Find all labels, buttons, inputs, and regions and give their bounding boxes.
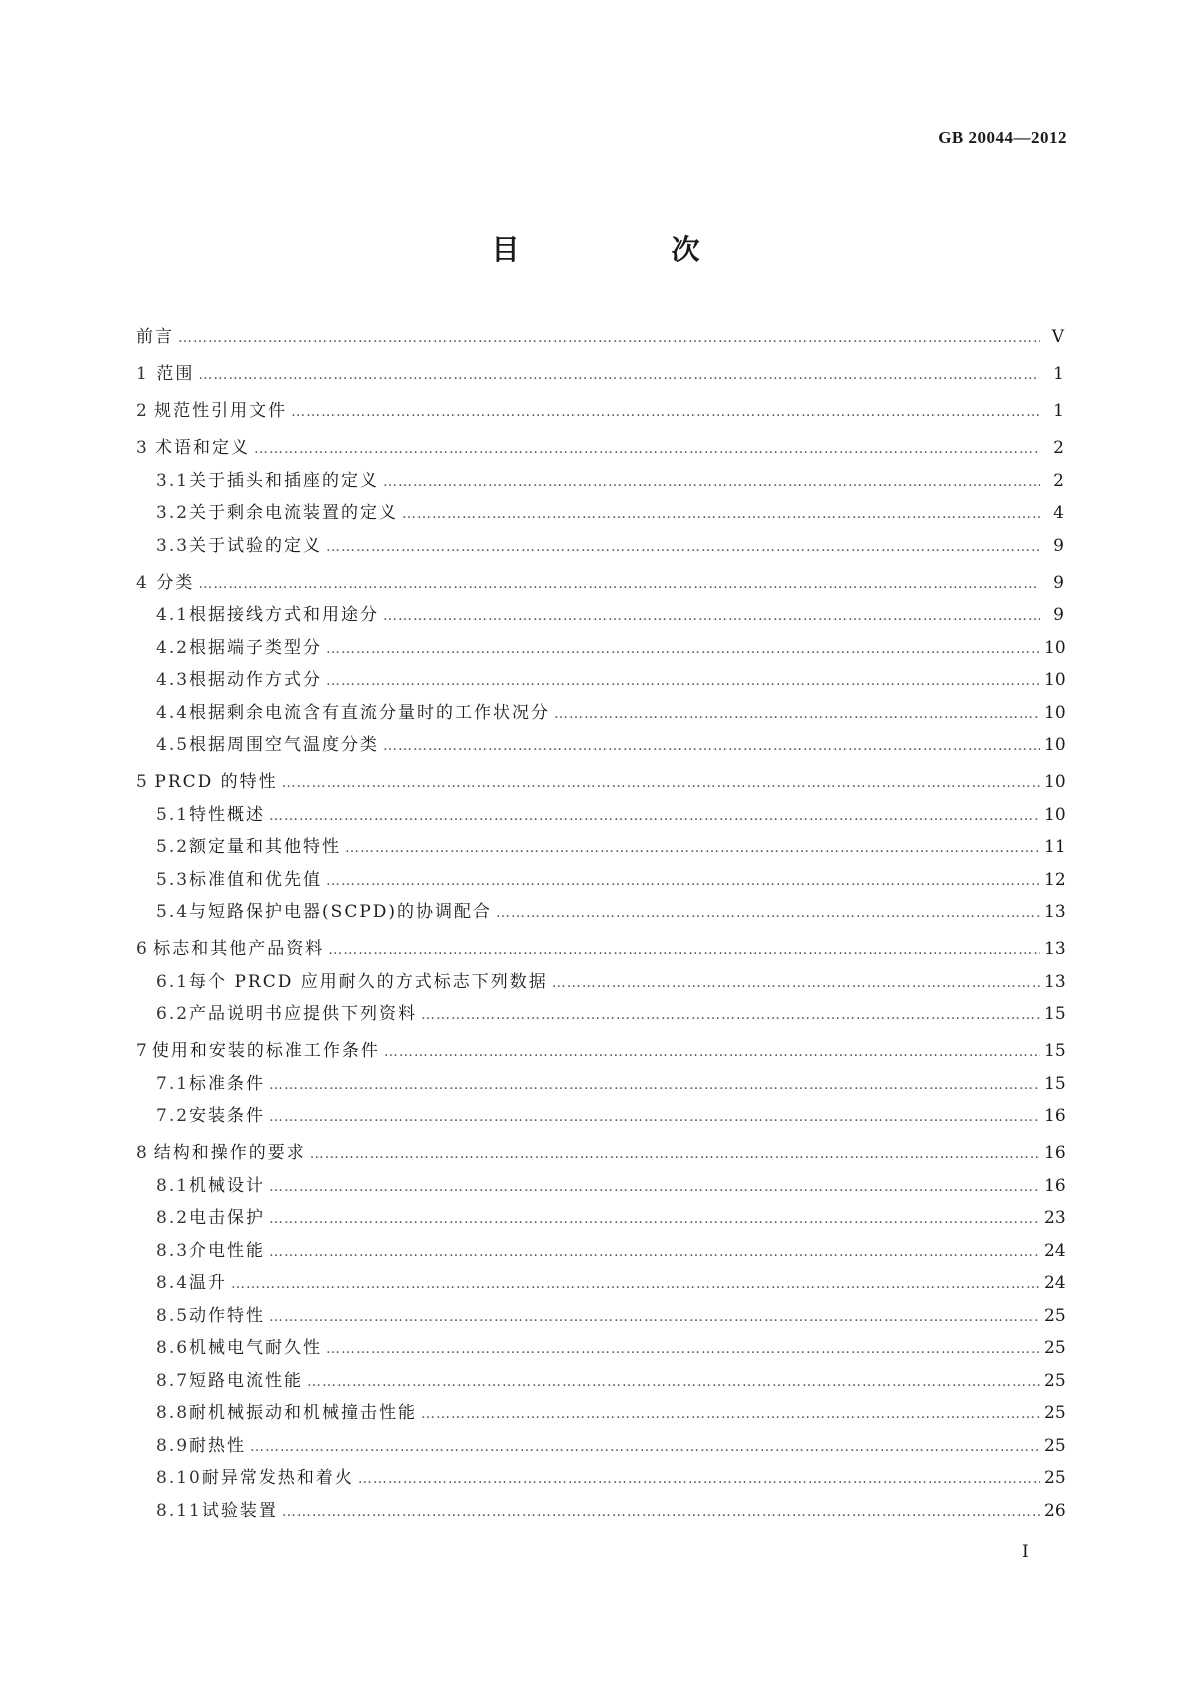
toc-entry-page: 15 — [1044, 1041, 1066, 1061]
toc-subentry[interactable] — [136, 702, 1064, 725]
toc-entry-page: 25 — [1044, 1403, 1066, 1423]
toc-entry-page: 1 — [1053, 364, 1064, 384]
toc-entry-page: 10 — [1044, 735, 1066, 755]
toc-entry-label: 标志和其他产品资料 — [153, 939, 325, 959]
toc-entry-number: 8.2 — [156, 1208, 190, 1228]
toc-entry-page: 15 — [1044, 1004, 1066, 1024]
toc-entry-page: 16 — [1044, 1143, 1066, 1163]
toc-entry-number: 4.1 — [156, 605, 190, 625]
dot-leader — [250, 1436, 1040, 1458]
dot-leader — [554, 703, 1040, 725]
dot-leader — [421, 1004, 1040, 1026]
toc-entry-label: 额定量和其他特性 — [189, 837, 342, 857]
toc-entry-number: 8.9 — [156, 1435, 190, 1456]
toc-entry-number: 8.6 — [156, 1338, 190, 1358]
dot-leader — [231, 1273, 1040, 1295]
toc-entry[interactable] — [136, 938, 1064, 961]
toc-entry-label: 关于插头和插座的定义 — [189, 470, 380, 491]
table-of-contents — [136, 326, 1064, 1523]
toc-entry-label: 根据动作方式分 — [189, 670, 323, 690]
toc-entry-page: 25 — [1044, 1435, 1066, 1456]
toc-entry-label: 根据端子类型分 — [189, 637, 323, 658]
dot-leader — [269, 1106, 1040, 1128]
toc-entry-page: 13 — [1044, 939, 1066, 959]
dot-leader — [282, 772, 1040, 794]
toc-subentry[interactable] — [136, 1337, 1064, 1360]
toc-entry-label: 使用和安装的标准工作条件 — [151, 1041, 380, 1061]
toc-subentry[interactable] — [136, 836, 1064, 859]
toc-entry[interactable] — [136, 771, 1064, 794]
toc-entry-label: 短路电流性能 — [189, 1370, 304, 1391]
toc-entry-page: 24 — [1044, 1240, 1066, 1261]
toc-subentry[interactable] — [136, 1003, 1064, 1026]
toc-subentry[interactable] — [136, 1175, 1064, 1198]
dot-leader — [269, 1306, 1040, 1328]
toc-entry-number: 4.5 — [156, 735, 190, 755]
standard-code: GB 20044—2012 — [938, 128, 1067, 147]
toc-subentry[interactable] — [136, 1272, 1064, 1295]
toc-entry-number: 5 — [136, 772, 149, 792]
dot-leader — [328, 939, 1040, 961]
toc-subentry[interactable] — [136, 1370, 1064, 1393]
toc-subentry[interactable] — [136, 1305, 1064, 1328]
dot-leader — [421, 1403, 1040, 1425]
toc-entry-page: 25 — [1044, 1468, 1066, 1488]
toc-entry-page: 10 — [1044, 772, 1066, 792]
dot-leader — [358, 1468, 1040, 1490]
toc-entry-page: 9 — [1053, 535, 1064, 556]
toc-entry-page: 26 — [1044, 1500, 1066, 1521]
toc-subentry[interactable] — [136, 1207, 1064, 1230]
dot-leader — [307, 1371, 1040, 1393]
toc-entry-page: 11 — [1044, 837, 1066, 857]
toc-entry-label: 介电性能 — [189, 1240, 266, 1261]
toc-entry[interactable] — [136, 400, 1064, 423]
page-number: Ⅰ — [1022, 1542, 1029, 1562]
toc-entry-label: 根据接线方式和用途分 — [189, 605, 380, 625]
toc-entry-number: 3 — [136, 438, 149, 458]
toc-entry-number: 8 — [136, 1143, 149, 1163]
dot-leader — [326, 670, 1040, 692]
dot-leader — [345, 837, 1040, 859]
toc-entry-number: 7.1 — [156, 1073, 190, 1094]
toc-entry-page: 4 — [1053, 503, 1064, 523]
dot-leader — [326, 870, 1040, 892]
toc-entry-number: 8.7 — [156, 1370, 190, 1391]
toc-subentry[interactable] — [136, 1073, 1064, 1096]
dot-leader — [310, 1143, 1040, 1165]
toc-entry-label: 机械电气耐久性 — [189, 1338, 323, 1358]
toc-subentry[interactable] — [136, 637, 1064, 660]
toc-entry-number: 2 — [136, 401, 149, 421]
dot-leader — [254, 438, 1040, 460]
toc-entry-label: 关于剩余电流装置的定义 — [189, 503, 399, 523]
dot-leader — [383, 735, 1040, 757]
toc-entry-label: 范围 — [156, 364, 195, 384]
toc-entry-page: 16 — [1044, 1175, 1066, 1196]
toc-entry-page: 10 — [1044, 804, 1066, 825]
toc-entry-label: 安装条件 — [189, 1106, 266, 1126]
toc-entry-page: Ⅴ — [1051, 327, 1064, 347]
toc-entry-label: 特性概述 — [189, 804, 266, 825]
toc-entry-label: 标准值和优先值 — [189, 869, 323, 890]
dot-leader — [282, 1501, 1040, 1523]
toc-subentry[interactable] — [136, 1240, 1064, 1263]
toc-subentry[interactable] — [136, 470, 1064, 493]
dot-leader — [198, 573, 1040, 595]
toc-entry-number: 6 — [136, 939, 149, 959]
toc-entry[interactable] — [136, 326, 1064, 349]
toc-entry-page: 15 — [1044, 1073, 1066, 1094]
dot-leader — [291, 401, 1040, 423]
toc-entry-number: 4.3 — [156, 670, 190, 690]
toc-entry-label: 与短路保护电器(SCPD)的协调配合 — [189, 902, 493, 922]
toc-entry-number: 7.2 — [156, 1106, 190, 1126]
toc-entry[interactable] — [136, 437, 1064, 460]
dot-leader — [269, 1241, 1040, 1263]
toc-entry-number: 5.1 — [156, 804, 190, 825]
dot-leader — [552, 972, 1040, 994]
toc-entry-number: 8.11 — [156, 1500, 202, 1521]
toc-entry-number: 5.4 — [156, 902, 190, 922]
toc-entry-page: 24 — [1044, 1273, 1066, 1293]
toc-entry-label: PRCD 的特性 — [154, 772, 278, 792]
toc-entry-number: 4.4 — [156, 702, 190, 723]
toc-entry-page: 16 — [1044, 1106, 1066, 1126]
toc-entry-label: 标准条件 — [189, 1073, 266, 1094]
dot-leader — [384, 1041, 1040, 1063]
toc-entry-label: 关于试验的定义 — [189, 535, 323, 556]
toc-entry-number: 4.2 — [156, 637, 190, 658]
toc-entry-number: 8.4 — [156, 1273, 190, 1293]
toc-entry-label: 每个 PRCD 应用耐久的方式标志下列数据 — [189, 971, 548, 992]
dot-leader — [269, 1208, 1040, 1230]
toc-entry-label: 机械设计 — [189, 1175, 266, 1196]
toc-subentry[interactable] — [136, 901, 1064, 924]
toc-entry-label: 耐机械振动和机械撞击性能 — [189, 1403, 418, 1423]
toc-entry-page: 2 — [1053, 438, 1064, 458]
toc-entry[interactable] — [136, 1142, 1064, 1165]
toc-entry-number: 6.2 — [156, 1004, 190, 1024]
toc-entry-number: 5.2 — [156, 837, 190, 857]
toc-entry-label: 动作特性 — [189, 1305, 266, 1326]
toc-subentry[interactable] — [136, 804, 1064, 827]
dot-leader — [178, 327, 1040, 349]
toc-entry-label: 分类 — [156, 572, 195, 593]
toc-entry-page: 25 — [1044, 1338, 1066, 1358]
toc-subentry[interactable] — [136, 604, 1064, 627]
toc-entry-page: 13 — [1044, 902, 1066, 922]
dot-leader — [402, 503, 1040, 525]
toc-entry-number: 5.3 — [156, 869, 190, 890]
toc-entry-label: 术语和定义 — [155, 438, 251, 458]
toc-entry-page: 25 — [1044, 1305, 1066, 1326]
toc-subentry[interactable] — [136, 1467, 1064, 1490]
toc-entry-label: 结构和操作的要求 — [153, 1143, 306, 1163]
toc-entry-number: 8.8 — [156, 1403, 190, 1423]
toc-entry-label: 试验装置 — [201, 1500, 278, 1521]
toc-entry-number: 3.1 — [156, 470, 190, 491]
toc-entry-label: 产品说明书应提供下列资料 — [189, 1004, 418, 1024]
toc-entry-number: 7 — [136, 1041, 149, 1061]
toc-entry[interactable] — [136, 572, 1064, 595]
toc-subentry[interactable] — [136, 1105, 1064, 1128]
toc-entry-number: 8.10 — [156, 1468, 202, 1488]
dot-leader — [326, 638, 1040, 660]
toc-entry[interactable] — [136, 363, 1064, 386]
toc-subentry[interactable] — [136, 869, 1064, 892]
toc-entry-number: 8.5 — [156, 1305, 190, 1326]
page-title: 目 次 — [491, 233, 762, 266]
toc-entry-label: 规范性引用文件 — [154, 401, 288, 421]
toc-entry-page: 25 — [1044, 1370, 1066, 1391]
dot-leader — [383, 471, 1040, 493]
dot-leader — [326, 536, 1040, 558]
dot-leader — [326, 1338, 1040, 1360]
toc-entry-label: 根据周围空气温度分类 — [189, 735, 380, 755]
toc-entry-label: 温升 — [189, 1273, 228, 1293]
toc-entry-page: 10 — [1044, 670, 1066, 690]
dot-leader — [269, 1176, 1040, 1198]
toc-entry-page: 13 — [1044, 971, 1066, 992]
toc-entry-page: 10 — [1044, 637, 1066, 658]
toc-entry-number: 8.1 — [156, 1175, 190, 1196]
toc-entry-label: 前言 — [136, 327, 174, 347]
toc-entry-label: 电击保护 — [189, 1208, 266, 1228]
toc-entry-number: 3.2 — [156, 503, 190, 523]
toc-subentry[interactable] — [136, 1435, 1064, 1458]
dot-leader — [269, 1074, 1040, 1096]
toc-entry-page: 10 — [1044, 702, 1066, 723]
toc-subentry[interactable] — [136, 535, 1064, 558]
toc-entry-page: 2 — [1053, 470, 1064, 491]
toc-entry-number: 8.3 — [156, 1240, 190, 1261]
toc-entry-label: 耐热性 — [189, 1435, 247, 1456]
toc-subentry[interactable] — [136, 1500, 1064, 1523]
dot-leader — [383, 605, 1040, 627]
dot-leader — [496, 902, 1040, 924]
toc-entry-page: 23 — [1044, 1208, 1066, 1228]
toc-entry-number: 3.3 — [156, 535, 190, 556]
toc-entry-label: 耐异常发热和着火 — [201, 1468, 354, 1488]
toc-entry-label: 根据剩余电流含有直流分量时的工作状况分 — [189, 702, 551, 723]
toc-entry-number: 6.1 — [156, 971, 190, 992]
toc-subentry[interactable] — [136, 1402, 1064, 1425]
toc-subentry[interactable] — [136, 502, 1064, 525]
toc-entry-number: 4 — [136, 572, 149, 593]
toc-subentry[interactable] — [136, 971, 1064, 994]
toc-entry[interactable] — [136, 1040, 1064, 1063]
toc-entry-number: 1 — [136, 364, 149, 384]
dot-leader — [198, 364, 1040, 386]
toc-entry-page: 12 — [1044, 869, 1066, 890]
toc-entry-page: 9 — [1053, 572, 1064, 593]
toc-subentry[interactable] — [136, 669, 1064, 692]
dot-leader — [269, 805, 1040, 827]
toc-subentry[interactable] — [136, 734, 1064, 757]
toc-entry-page: 1 — [1053, 401, 1064, 421]
toc-entry-page: 9 — [1053, 605, 1064, 625]
